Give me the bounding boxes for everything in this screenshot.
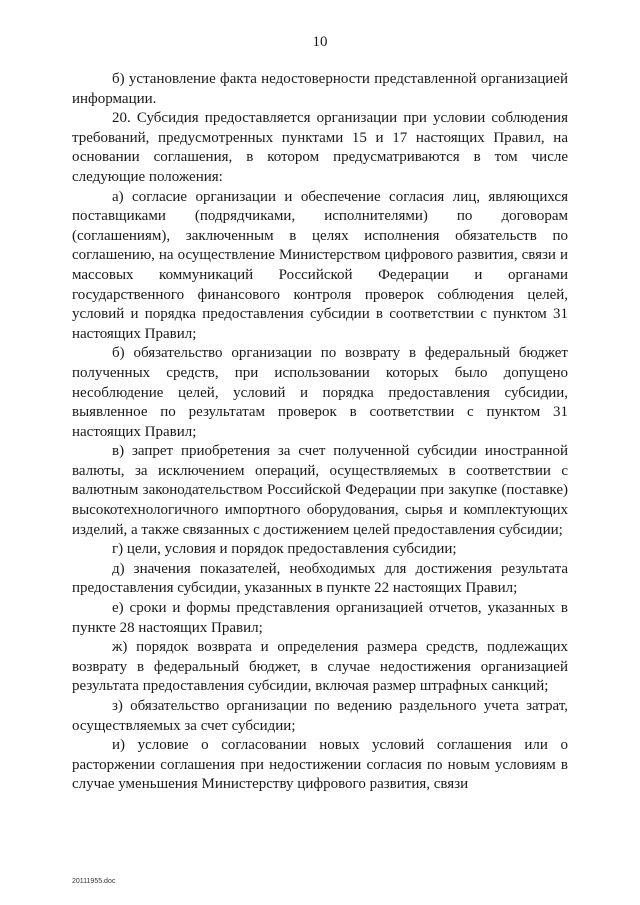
paragraph-g-goals: г) цели, условия и порядок предоставления субсидии; [112,541,457,558]
paragraph-e-reports: е) сроки и формы представления организацией отчетов, указанных в пункте 28 настоящих Правил; [72,600,568,636]
document-body [72,70,568,795]
page-number: 10 [312,34,328,50]
paragraph-i-conditions: и) условие о согласовании новых условий соглашения или о расторжении соглашения при недостижении согласия по новым условиям в случае уменьшения Министерству цифрового развития, связи [72,737,568,793]
paragraph-z-accounting: з) обязательство организации по ведению раздельного учета затрат, осуществляемых за счет субсидии; [72,698,568,734]
paragraph-b-obligation: б) обязательство организации по возврату в федеральный бюджет полученных средств, при использовании которых было допущено несоблюдение целей, условий и порядка предоставления субсидии, выявленное по результатам проверок в соответствии с пунктом 31 настоящих Правил; [72,345,568,440]
paragraph-d-indicators: д) значения показателей, необходимых для достижения результата предоставления субсидии, указанных в пункте 22 настоящих Правил; [72,560,568,597]
paragraph-a-consent: а) согласие организации и обеспечение согласия лиц, являющихся поставщиками (подрядчиками, исполнителями) по договорам (соглашениям), заключенным в целях исполнения обязательств по соглашению, на осуществление Министерством цифрового развития, связи и массовых коммуникаций Российской Федерации и органами государственного финансового контроля проверок соблюдения целей, условий и порядка предоставления субсидии в соответствии с пунктом 31 настоящих Правил; [72,188,568,342]
file-name-footer: 20111955.doc [72,878,116,885]
paragraph-b-establishment: б) установление факта недостоверности представленной организацией информации. [72,71,568,107]
paragraph-v-prohibition: в) запрет приобретения за счет полученной субсидии иностранной валюты, за исключением операций, осуществляемых в соответствии с валютным законодательством Российской Федерации при закупке (поставке) высокотехнологичного импортного оборудования, сырья и комплектующих изделий, а также связанных с достижением целей предоставления субсидии; [72,443,568,538]
paragraph-20: 20. Субсидия предоставляется организации при условии соблюдения требований, предусмотренных пунктами 15 и 17 настоящих Правил, на основании соглашения, в котором предусматриваются в том числе следующие положения: [72,110,568,185]
paragraph-zh-refund: ж) порядок возврата и определения размера средств, подлежащих возврату в федеральный бюджет, в случае недостижения организацией результата предоставления субсидии, включая размер штрафных санкций; [72,639,568,695]
